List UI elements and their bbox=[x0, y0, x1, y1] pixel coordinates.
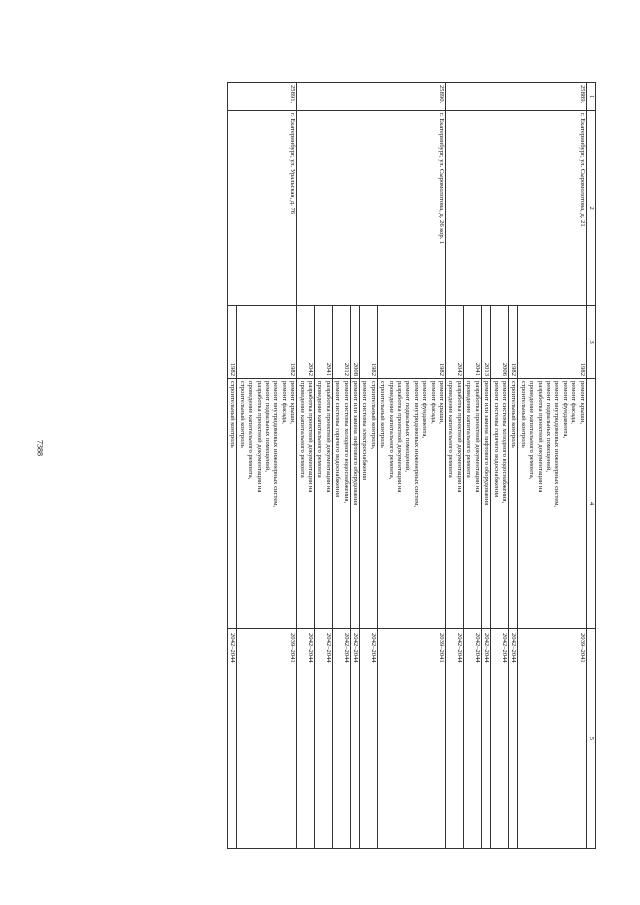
works-cell bbox=[377, 379, 445, 629]
period-cell: 2042–2044 bbox=[491, 629, 509, 849]
work-item: ремонт подвальных помещений, bbox=[263, 381, 271, 472]
period-cell: 2042–2044 bbox=[227, 629, 236, 849]
work-item: проведение капитального ремонта, bbox=[528, 381, 536, 480]
work-item: ремонт фасада, bbox=[429, 381, 437, 424]
works-cell bbox=[332, 379, 350, 629]
work-item: ремонт крыши, bbox=[438, 381, 446, 424]
work-item: разработка проектной документации на bbox=[455, 381, 463, 493]
repair-schedule-table bbox=[227, 82, 596, 849]
year-cell: 2012 bbox=[332, 306, 350, 379]
entry-number: 25891. bbox=[227, 83, 296, 111]
table-row bbox=[518, 83, 586, 849]
year-cell: 2042 bbox=[297, 306, 315, 379]
work-item: разработка проектной документации на bbox=[307, 381, 314, 493]
work-item: разработка проектной документации на bbox=[324, 381, 332, 493]
year-cell: 2013 bbox=[481, 306, 490, 379]
period-cell: 2042–2044 bbox=[315, 629, 333, 849]
works-cell bbox=[360, 379, 378, 629]
work-item: ремонт внутридомовых инженерных систем, bbox=[553, 381, 561, 508]
work-item: ремонт фасада, bbox=[280, 381, 288, 424]
work-item: разработка проектной документации на bbox=[396, 381, 404, 493]
work-item: ремонт подвальных помещений, bbox=[404, 381, 412, 472]
work-item: ремонт внутридомовых инженерных систем, bbox=[272, 381, 280, 508]
year-cell: 2006 bbox=[491, 306, 509, 379]
building-address: г. Екатеринбург, ул. Сыромолотова, д. 21 bbox=[446, 111, 587, 306]
period-cell: 2042–2044 bbox=[463, 629, 481, 849]
year-cell: 2008 bbox=[350, 306, 359, 379]
period-cell: 2042–2044 bbox=[446, 629, 464, 849]
header-row bbox=[586, 83, 595, 849]
year-cell: 1982 bbox=[508, 306, 517, 379]
works-cell bbox=[297, 379, 315, 629]
period-cell: 2042–2044 bbox=[332, 629, 350, 849]
works-cell bbox=[315, 379, 333, 629]
year-cell: 1982 bbox=[518, 306, 586, 379]
building-address: г. Екатеринбург, ул. Уральская, д. 76 bbox=[227, 111, 296, 306]
period-cell: 2042–2044 bbox=[350, 629, 359, 849]
works-cell bbox=[463, 379, 481, 629]
work-item: проведение капитального ремонта bbox=[447, 381, 455, 478]
period-cell: 2042–2044 bbox=[360, 629, 378, 849]
period-cell: 2042–2044 bbox=[297, 629, 315, 849]
year-cell: 1982 bbox=[360, 306, 378, 379]
work-item: ремонт внутридомовых инженерных систем, bbox=[412, 381, 420, 508]
works-cell bbox=[227, 379, 236, 629]
work-item: ремонт системы электроснабжения bbox=[361, 381, 369, 481]
year-cell: 1982 bbox=[227, 306, 236, 379]
period-cell: 2042–2044 bbox=[481, 629, 490, 849]
year-cell: 1982 bbox=[237, 306, 297, 379]
period-cell: 2042–2044 bbox=[508, 629, 517, 849]
work-item: ремонт или замена лифтового оборудования bbox=[352, 381, 360, 506]
work-item: проведение капитального ремонта bbox=[298, 381, 306, 478]
work-item: проведение капитального ремонта bbox=[316, 381, 324, 478]
work-item: разработка проектной документации на bbox=[536, 381, 544, 493]
works-cell bbox=[508, 379, 517, 629]
work-item: ремонт фундамента, bbox=[421, 381, 429, 439]
entry-number: 25890. bbox=[297, 83, 446, 111]
works-cell bbox=[518, 379, 586, 629]
work-item: ремонт системы холодного водоснабжения, bbox=[342, 381, 350, 504]
work-item: ремонт системы горячего водоснабжения bbox=[334, 381, 342, 498]
work-item: разработка проектной документации на bbox=[473, 381, 481, 493]
header-cell: 5 bbox=[586, 629, 595, 849]
works-cell bbox=[481, 379, 490, 629]
work-item: ремонт фасада, bbox=[570, 381, 578, 424]
works-cell bbox=[237, 379, 297, 629]
page-number: 7388 bbox=[35, 440, 45, 456]
work-item: ремонт подвальных помещений, bbox=[544, 381, 552, 472]
work-item: проведение капитального ремонта, bbox=[247, 381, 255, 480]
work-item: проведение капитального ремонта, bbox=[387, 381, 395, 480]
work-item: строительный контроль bbox=[510, 381, 518, 448]
period-cell: 2039–2041 bbox=[518, 629, 586, 849]
year-cell: 2041 bbox=[315, 306, 333, 379]
work-item: проведение капитального ремонта bbox=[465, 381, 473, 478]
work-item: ремонт или замена лифтового оборудования bbox=[483, 381, 491, 506]
work-item: строительный контроль bbox=[229, 381, 237, 448]
work-item: ремонт крыши, bbox=[578, 381, 586, 424]
building-address: г. Екатеринбург, ул. Сыромолотова, д. 26 кор. 1 bbox=[297, 111, 446, 306]
work-item: строительный контроль bbox=[519, 381, 527, 448]
work-item: строительный контроль bbox=[379, 381, 387, 448]
year-cell: 2041 bbox=[463, 306, 481, 379]
header-cell: 3 bbox=[586, 306, 595, 379]
works-cell bbox=[350, 379, 359, 629]
works-cell bbox=[446, 379, 464, 629]
table-row bbox=[377, 83, 445, 849]
period-cell: 2039–2041 bbox=[237, 629, 297, 849]
work-item: ремонт системы горячего водоснабжения bbox=[492, 381, 500, 498]
works-cell bbox=[491, 379, 509, 629]
year-cell: 2042 bbox=[446, 306, 464, 379]
work-item: строительный контроль bbox=[238, 381, 246, 448]
period-cell: 2039–2041 bbox=[377, 629, 445, 849]
work-item: ремонт фундамента, bbox=[561, 381, 569, 439]
header-cell: 4 bbox=[586, 379, 595, 629]
header-cell: 2 bbox=[586, 111, 595, 306]
work-item: ремонт системы холодного водоснабжения, bbox=[500, 381, 508, 504]
work-item: строительный контроль, bbox=[369, 381, 377, 450]
document-sheet bbox=[76, 82, 596, 848]
year-cell: 1982 bbox=[377, 306, 445, 379]
work-item: ремонт крыши, bbox=[289, 381, 297, 424]
table-row bbox=[237, 83, 297, 849]
entry-number: 25889. bbox=[446, 83, 587, 111]
work-item: разработка проектной документации на bbox=[255, 381, 263, 493]
header-cell: 1 bbox=[586, 83, 595, 111]
